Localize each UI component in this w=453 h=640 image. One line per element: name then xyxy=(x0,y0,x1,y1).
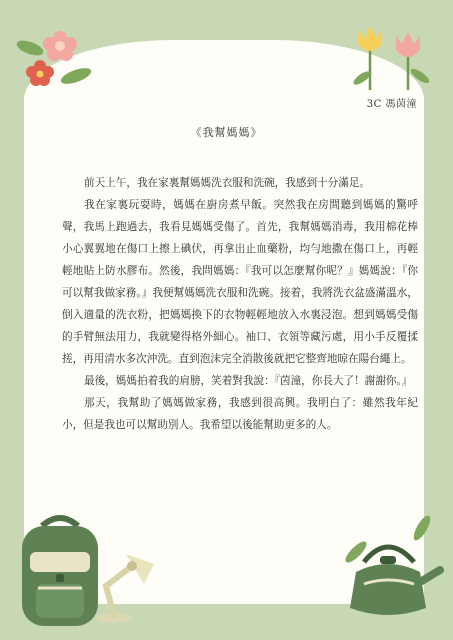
flowers-icon xyxy=(10,28,100,98)
paragraph: 最後，媽媽拍着我的肩膀，笑着對我說：『茵潼，你長大了！謝謝你。』 xyxy=(84,375,413,387)
essay-body xyxy=(62,172,418,436)
desk-lamp-icon xyxy=(92,540,162,624)
tulip-icon xyxy=(348,20,438,100)
paragraph: 前天上午，我在家裏幫媽媽洗衣服和洗碗，我感到十分滿足。 xyxy=(84,177,371,189)
paragraph: 那天，我幫助了媽媽做家務，我感到很高興。我明白了：雖然我年紀小，但是我也可以幫助別人。我希望以後能幫助更多的人。 xyxy=(62,397,418,431)
paragraph: 我在家裏玩耍時，媽媽在廚房煮早飯。突然我在房間聽到媽媽的驚呼聲，我馬上跑過去，我看見媽媽受傷了。首先，我幫媽媽消毒，我用棉花棒小心翼翼地在傷口上擦上碘伏，再拿出止血藥粉，均勻地撒在傷口上，再輕輕地貼上防水膠布。然後，我問媽媽：『我可以怎麼幫你呢？』媽媽說：『你可以幫我做家務。』我便幫媽媽洗衣服和洗碗。接着，我將洗衣盆盛滿溫水，倒入適量的洗衣粉，把媽媽換下的衣物輕輕地放入水裏浸泡。想到媽媽受傷的手臂無法用力，我就變得格外細心。袖口、衣領等藏污處，用小手反覆揉搓，再用清水多次沖洗。直到泡沫完全消散後就把它整齊地晾在陽台繩上。 xyxy=(62,199,418,365)
kettle-icon xyxy=(334,512,444,622)
author-label: 3C 馮茵潼 xyxy=(366,99,417,110)
essay-title: 《我幫媽媽》 xyxy=(190,126,263,139)
